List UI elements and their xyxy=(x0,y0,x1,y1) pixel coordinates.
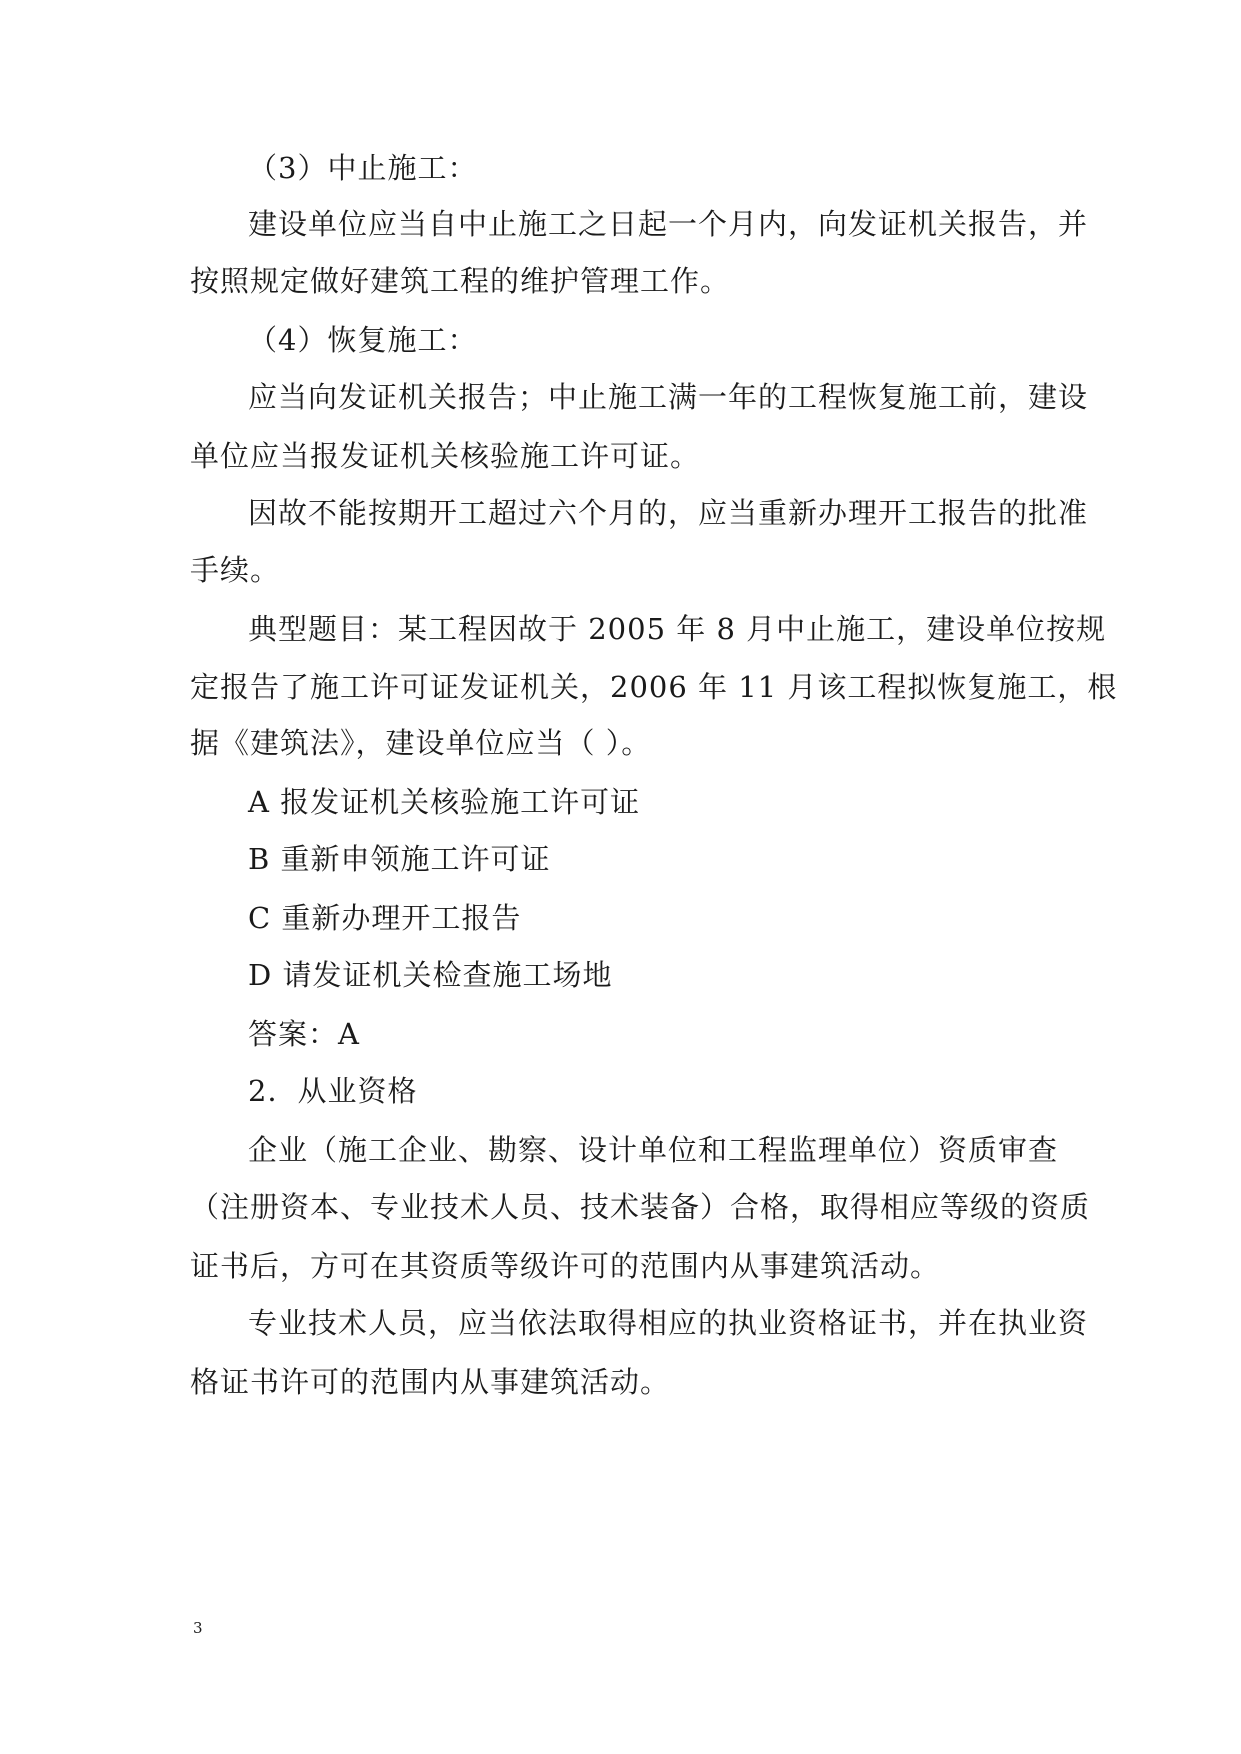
paragraph-line: 建设单位应当自中止施工之日起一个月内，向发证机关报告，并 xyxy=(248,207,1089,241)
answer-line: 答案：A xyxy=(248,1017,360,1051)
option-d: D 请发证机关检查施工场地 xyxy=(248,958,613,992)
paragraph-line: 手续。 xyxy=(190,553,281,587)
paragraph-line: 单位应当报发证机关核验施工许可证。 xyxy=(190,439,701,473)
paragraph-line: 企业（施工企业、勘察、设计单位和工程监理单位）资质审查 xyxy=(248,1133,1059,1167)
question-line: 定报告了施工许可证发证机关，2006 年 11 月该工程拟恢复施工，根 xyxy=(190,670,1118,704)
paragraph-line: 因故不能按期开工超过六个月的，应当重新办理开工报告的批准 xyxy=(248,496,1089,530)
paragraph-line: 应当向发证机关报告；中止施工满一年的工程恢复施工前，建设 xyxy=(248,380,1089,414)
option-a: A 报发证机关核验施工许可证 xyxy=(248,785,641,819)
paragraph-line: 证书后，方可在其资质等级许可的范围内从事建筑活动。 xyxy=(190,1249,941,1283)
heading-suspend-construction: （3）中止施工： xyxy=(248,151,478,185)
question-line: 典型题目：某工程因故于 2005 年 8 月中止施工，建设单位按规 xyxy=(248,612,1107,646)
option-b: B 重新申领施工许可证 xyxy=(248,842,551,876)
paragraph-line: 专业技术人员，应当依法取得相应的执业资格证书，并在执业资 xyxy=(248,1306,1089,1340)
paragraph-line: （注册资本、专业技术人员、技术装备）合格，取得相应等级的资质 xyxy=(190,1190,1091,1224)
page-number: 3 xyxy=(193,1619,203,1637)
option-c: C 重新办理开工报告 xyxy=(248,901,522,935)
paragraph-line: 按照规定做好建筑工程的维护管理工作。 xyxy=(190,264,731,298)
question-line: 据《建筑法》，建设单位应当（ ）。 xyxy=(190,726,652,760)
heading-resume-construction: （4）恢复施工： xyxy=(248,323,478,357)
paragraph-line: 格证书许可的范围内从事建筑活动。 xyxy=(190,1365,671,1399)
section-heading-qualification: 2．从业资格 xyxy=(248,1074,418,1108)
